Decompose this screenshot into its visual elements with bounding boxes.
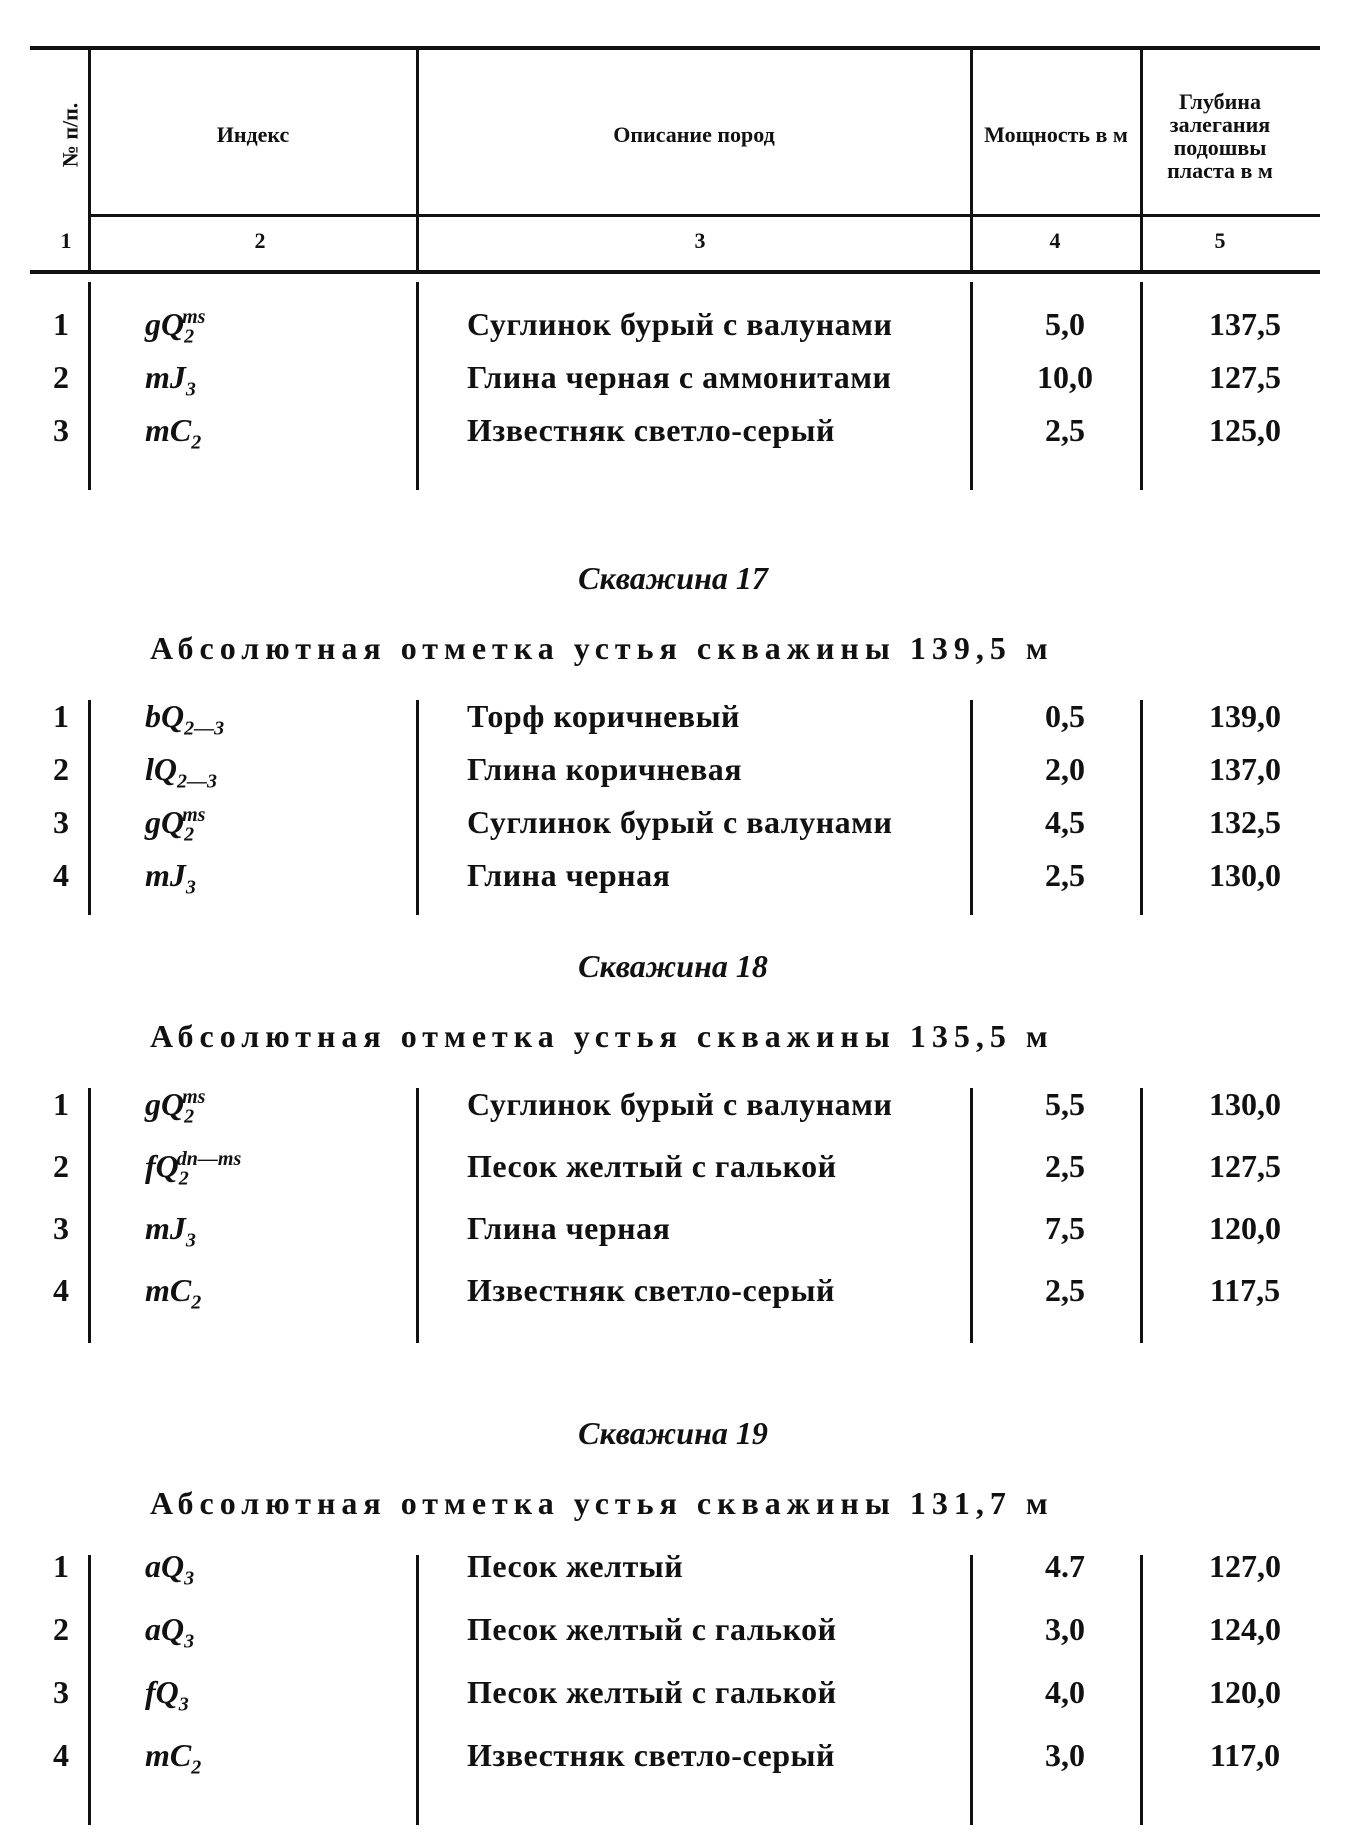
table-row <box>0 1272 1346 1326</box>
thickness-value: 5,5 <box>1045 1086 1085 1122</box>
rock-description: Песок желтый с галькой <box>467 1611 837 1647</box>
thickness-value: 7,5 <box>1045 1210 1085 1246</box>
row-number: 2 <box>53 1148 69 1184</box>
rock-description: Известняк светло-серый <box>467 1272 835 1308</box>
index-symbol: mC <box>145 412 192 448</box>
column-number-2: 2 <box>254 228 266 253</box>
geologic-index <box>145 698 224 740</box>
rock-description: Торф коричневый <box>467 698 740 734</box>
depth-value: 117,0 <box>1209 1737 1281 1773</box>
well-18-title: Скважина 18 <box>578 948 768 984</box>
index-subscript: 3 <box>185 378 196 401</box>
index-symbol: fQ <box>145 1674 179 1710</box>
row-number: 3 <box>53 412 69 448</box>
depth-value: 125,0 <box>1209 412 1281 448</box>
depth-value: 120,0 <box>1209 1674 1281 1710</box>
table-row <box>0 306 1346 360</box>
rock-description: Известняк светло-серый <box>467 1737 835 1773</box>
index-subscript: 2 <box>191 1756 202 1779</box>
rock-description: Суглинок бурый с валунами <box>467 1086 893 1122</box>
header-divider-4 <box>1140 50 1143 270</box>
geologic-index <box>145 1548 194 1590</box>
thickness-value: 4.7 <box>1045 1548 1085 1584</box>
table-row <box>0 857 1346 911</box>
table-row <box>0 698 1346 752</box>
index-symbol: bQ <box>145 698 185 734</box>
index-superscript: ms <box>182 1086 206 1109</box>
index-subscript: 2—3 <box>184 717 225 740</box>
index-symbol: lQ <box>145 751 177 787</box>
depth-value: 127,0 <box>1209 1548 1281 1584</box>
table-row <box>0 1148 1346 1202</box>
depth-value: 127,5 <box>1209 1148 1281 1184</box>
index-superscript: ms <box>182 804 206 827</box>
table-row <box>0 1611 1346 1665</box>
geologic-index <box>145 1611 194 1653</box>
index-symbol: aQ <box>145 1611 185 1647</box>
rock-description: Глина черная с аммонитами <box>467 359 892 395</box>
thickness-value: 4,0 <box>1045 1674 1085 1710</box>
geologic-index <box>145 1210 196 1252</box>
thickness-value: 2,0 <box>1045 751 1085 787</box>
thickness-value: 5,0 <box>1045 306 1085 342</box>
header-index: Индекс <box>216 122 290 148</box>
index-symbol: gQ <box>145 804 185 840</box>
header-mid-rule <box>90 214 1320 217</box>
geologic-index <box>145 306 205 348</box>
geologic-index <box>145 412 201 454</box>
geologic-index <box>145 751 217 793</box>
index-superscript: ms <box>182 306 206 329</box>
depth-value: 130,0 <box>1209 1086 1281 1122</box>
header-bottom-rule <box>30 270 1320 274</box>
index-subscript: 3 <box>185 1229 196 1252</box>
row-number: 2 <box>53 751 69 787</box>
index-symbol: mC <box>145 1272 192 1308</box>
row-number: 1 <box>53 698 69 734</box>
row-number: 4 <box>53 1272 69 1308</box>
geologic-index <box>145 359 196 401</box>
row-number: 2 <box>53 359 69 395</box>
header-divider-2 <box>416 50 419 270</box>
thickness-value: 3,0 <box>1045 1611 1085 1647</box>
index-symbol: aQ <box>145 1548 185 1584</box>
index-symbol: mJ <box>145 857 186 893</box>
header-thickness: Мощность в м <box>984 122 1128 148</box>
row-number: 1 <box>53 1086 69 1122</box>
index-symbol: gQ <box>145 1086 185 1122</box>
depth-value: 124,0 <box>1209 1611 1281 1647</box>
depth-value: 132,5 <box>1209 804 1281 840</box>
row-number: 3 <box>53 804 69 840</box>
row-number: 1 <box>53 1548 69 1584</box>
index-subscript: 2 <box>191 1291 202 1314</box>
depth-value: 127,5 <box>1209 359 1281 395</box>
table-row <box>0 359 1346 413</box>
index-symbol: mC <box>145 1737 192 1773</box>
header-description: Описание пород <box>613 122 775 148</box>
index-subscript: 3 <box>185 876 196 899</box>
thickness-value: 2,5 <box>1045 412 1085 448</box>
index-symbol: fQ <box>145 1148 179 1184</box>
thickness-value: 2,5 <box>1045 1272 1085 1308</box>
well-17-title: Скважина 17 <box>578 560 768 596</box>
geologic-index <box>145 1737 201 1779</box>
table-row <box>0 412 1346 466</box>
rock-description: Песок желтый с галькой <box>467 1148 837 1184</box>
depth-value: 120,0 <box>1209 1210 1281 1246</box>
rock-description: Глина черная <box>467 1210 671 1246</box>
index-subscript: 3 <box>178 1693 189 1716</box>
row-number: 4 <box>53 1737 69 1773</box>
thickness-value: 0,5 <box>1045 698 1085 734</box>
rock-description: Песок желтый <box>467 1548 684 1584</box>
column-number-5: 5 <box>1214 228 1226 253</box>
index-subscript: 2 <box>184 325 195 348</box>
header-top-rule <box>30 46 1320 50</box>
header-depth: Глубина залегания подошвы пласта в м <box>1167 88 1273 184</box>
rock-description: Песок желтый с галькой <box>467 1674 837 1710</box>
row-number: 1 <box>53 306 69 342</box>
rock-description: Глина черная <box>467 857 671 893</box>
index-symbol: gQ <box>145 306 185 342</box>
thickness-value: 3,0 <box>1045 1737 1085 1773</box>
geologic-index <box>145 804 205 846</box>
depth-value: 137,5 <box>1209 306 1281 342</box>
index-subscript: 3 <box>184 1567 195 1590</box>
index-symbol: mJ <box>145 1210 186 1246</box>
column-number-3: 3 <box>694 228 706 253</box>
table-row <box>0 804 1346 858</box>
depth-value: 137,0 <box>1209 751 1281 787</box>
thickness-value: 4,5 <box>1045 804 1085 840</box>
geologic-index <box>145 857 196 899</box>
table-row <box>0 751 1346 805</box>
index-subscript: 2 <box>191 431 202 454</box>
geologic-index <box>145 1086 205 1128</box>
index-subscript: 2 <box>184 1105 195 1128</box>
table-row <box>0 1548 1346 1602</box>
geologic-index <box>145 1272 201 1314</box>
row-number: 3 <box>53 1210 69 1246</box>
thickness-value: 10,0 <box>1037 359 1093 395</box>
index-subscript: 2 <box>184 823 195 846</box>
index-subscript: 3 <box>184 1630 195 1653</box>
index-superscript: dn—ms <box>176 1148 242 1171</box>
depth-value: 139,0 <box>1209 698 1281 734</box>
row-number: 2 <box>53 1611 69 1647</box>
row-number: 4 <box>53 857 69 893</box>
rock-description: Суглинок бурый с валунами <box>467 804 893 840</box>
rock-description: Суглинок бурый с валунами <box>467 306 893 342</box>
column-number-4: 4 <box>1049 228 1061 253</box>
well-19-title: Скважина 19 <box>578 1415 768 1451</box>
well-17-mark: Абсолютная отметка устья скважины 139,5 м <box>150 630 1054 666</box>
table-row <box>0 1674 1346 1728</box>
header-divider-3 <box>970 50 973 270</box>
index-subscript: 2 <box>178 1167 189 1190</box>
table-row <box>0 1086 1346 1140</box>
thickness-value: 2,5 <box>1045 1148 1085 1184</box>
index-symbol: mJ <box>145 359 186 395</box>
thickness-value: 2,5 <box>1045 857 1085 893</box>
row-number: 3 <box>53 1674 69 1710</box>
well-18-mark: Абсолютная отметка устья скважины 135,5 м <box>150 1018 1054 1054</box>
depth-value: 130,0 <box>1209 857 1281 893</box>
well-19-mark: Абсолютная отметка устья скважины 131,7 м <box>150 1485 1054 1521</box>
geologic-index <box>145 1148 241 1190</box>
depth-value: 117,5 <box>1209 1272 1281 1308</box>
rock-description: Глина коричневая <box>467 751 743 787</box>
index-subscript: 2—3 <box>177 770 217 793</box>
geologic-index <box>145 1674 189 1716</box>
header-number-col <box>40 70 100 200</box>
rock-description: Известняк светло-серый <box>467 412 835 448</box>
table-row <box>0 1210 1346 1264</box>
table-row <box>0 1737 1346 1791</box>
header-number-label: № п/п. <box>57 102 83 168</box>
column-number-1: 1 <box>60 228 72 253</box>
